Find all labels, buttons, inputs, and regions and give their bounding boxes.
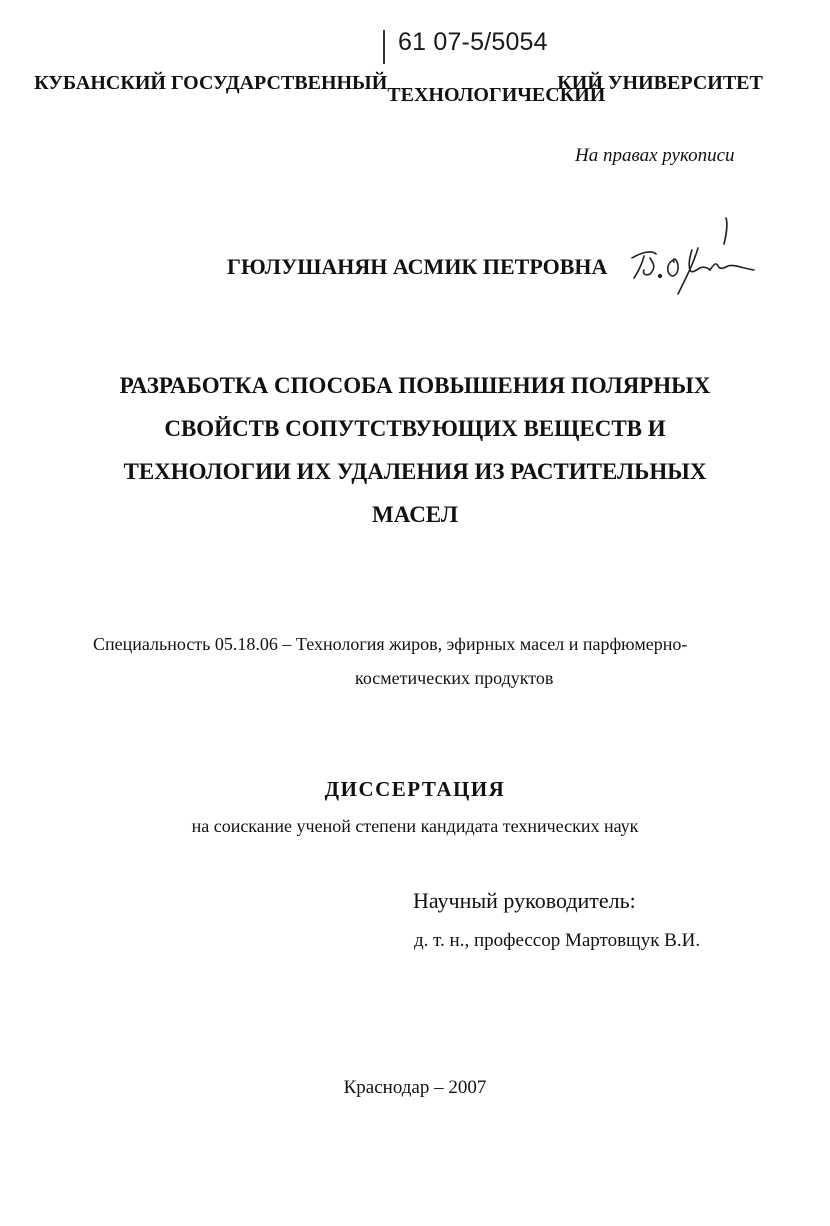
university-name-left: КУБАНСКИЙ ГОСУДАРСТВЕННЫЙ [34,72,388,94]
title-line: МАСЕЛ [372,502,458,527]
advisor-label: Научный руководитель: [413,888,636,913]
title-line: СВОЙСТВ СОПУТСТВУЮЩИХ ВЕЩЕСТВ И [164,416,666,441]
title-line: РАЗРАБОТКА СПОСОБА ПОВЫШЕНИЯ ПОЛЯРНЫХ [119,373,711,398]
handwritten-signature [620,214,760,304]
university-name-right: КИЙ УНИВЕРСИТЕТ [557,72,763,94]
stamp-bar [383,30,385,64]
dissertation-title [60,364,770,536]
rights-note: На правах рукописи [575,145,735,166]
city-year: Краснодар – 2007 [343,1077,487,1098]
author-name: ГЮЛУШАНЯН АСМИК ПЕТРОВНА [227,254,608,279]
speciality-line-1: Специальность 05.18.06 – Технология жиров, эфирных масел и парфюмерно- [93,634,688,654]
dissertation-label: ДИССЕРТАЦИЯ [324,777,506,801]
stamp-code: 61 07-5/5054 [398,28,548,56]
speciality-line-2: косметических продуктов [355,668,554,688]
degree-description: на соискание ученой степени кандидата технических наук [191,816,639,836]
university-name-middle: ТЕХНОЛОГИЧЕСКИЙ [387,84,606,106]
title-line: ТЕХНОЛОГИИ ИХ УДАЛЕНИЯ ИЗ РАСТИТЕЛЬНЫХ [123,459,707,484]
advisor-name: д. т. н., профессор Мартовщук В.И. [414,930,701,951]
university-name-cut [387,73,606,106]
university-name [0,72,797,106]
